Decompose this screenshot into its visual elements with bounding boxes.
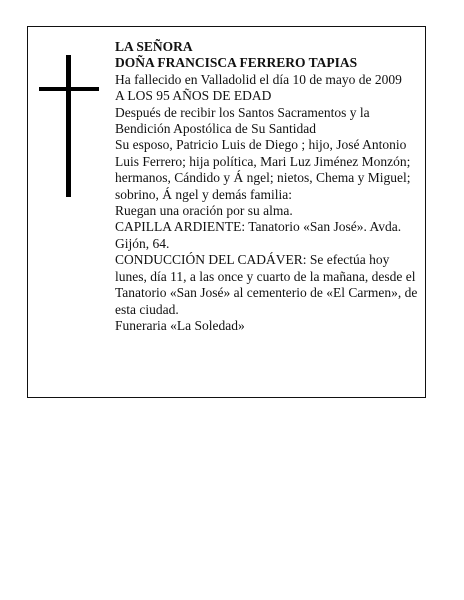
- family-list: Su esposo, Patricio Luis de Diego ; hijo, José Antonio Luis Ferrero; hija política, Mari Luz Jiménez Monzón; hermanos, Cándido y Á ngel; nietos, Chema y Miguel; sobrino, Á ngel y demás familia:: [115, 137, 411, 202]
- deceased-name: DOÑA FRANCISCA FERRERO TAPIAS: [115, 55, 358, 71]
- cross-vertical-bar: [66, 55, 71, 197]
- conduction-label: CONDUCCIÓN DEL CADÁVER:: [115, 252, 307, 268]
- obituary-notice: [27, 26, 426, 398]
- cross-horizontal-bar: [39, 87, 99, 91]
- age-line: A LOS 95 AÑOS DE EDAD: [115, 88, 272, 104]
- notice-text: [115, 39, 421, 334]
- notice-title: LA SEÑORA: [115, 39, 193, 54]
- conduction-text: Se efectúa hoy lunes, día 11, a las once y cuarto de la mañana, desde el Tanatorio «San José» al cementerio de «El Carmen», de esta ciudad.: [115, 252, 418, 317]
- sacraments-line: Después de recibir los Santos Sacramentos y la Bendición Apostólica de Su Santidad: [115, 104, 370, 137]
- conduction-info: [115, 252, 421, 318]
- funeral-home: Funeraria «La Soledad»: [115, 317, 245, 333]
- prayer-line: Ruegan una oración por su alma.: [115, 203, 293, 219]
- death-line: Ha fallecido en Valladolid el día 10 de mayo de 2009: [115, 71, 402, 87]
- chapel-info: CAPILLA ARDIENTE: Tanatorio «San José». Avda. Gijón, 64.: [115, 219, 402, 251]
